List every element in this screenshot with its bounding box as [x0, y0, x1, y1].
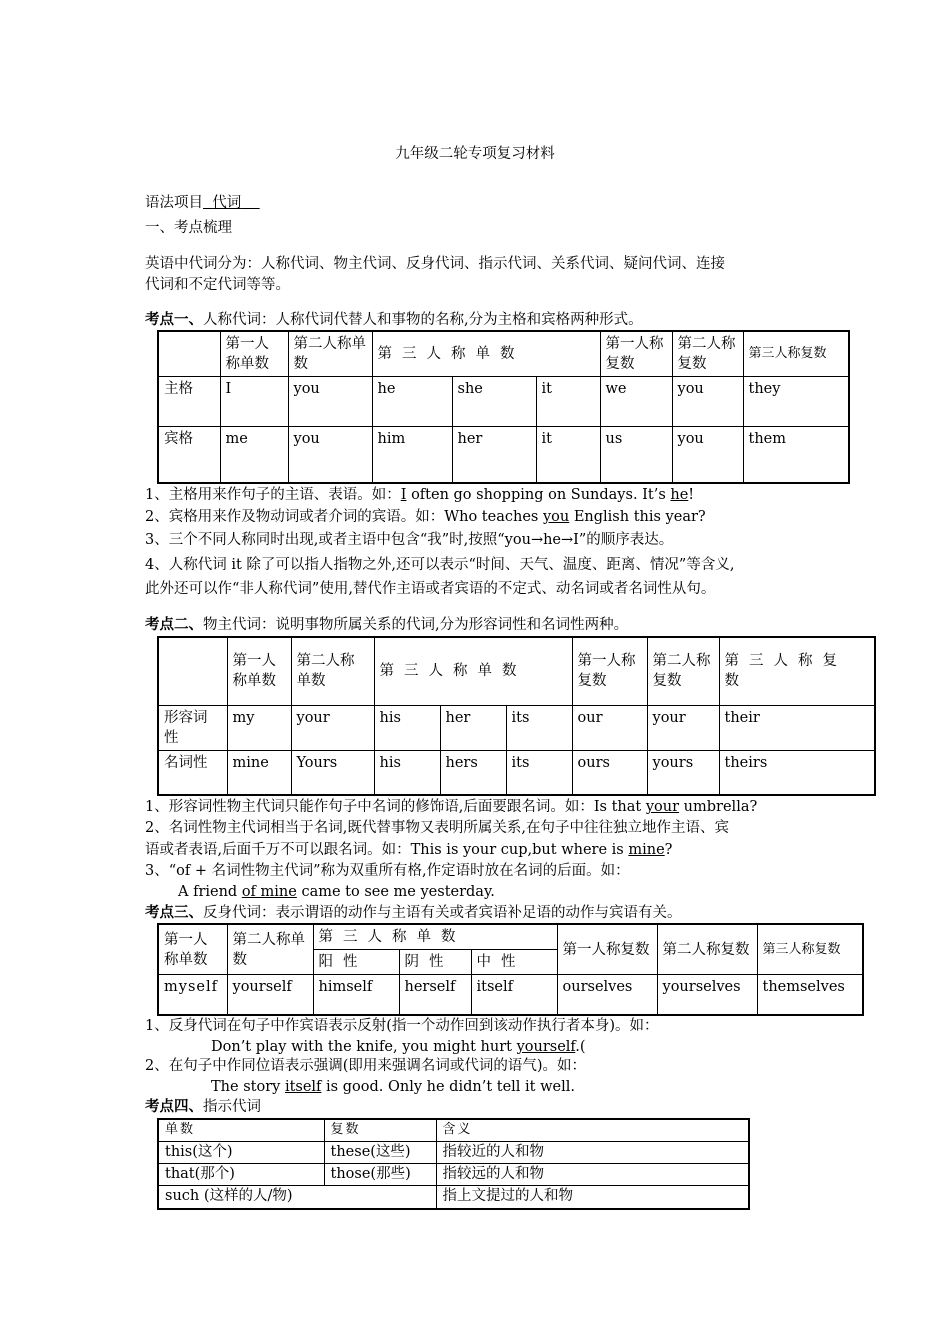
header-cell: 第一人称单数 [158, 924, 227, 975]
gender-cell: 中性 [471, 950, 557, 975]
header-cell: 单数 [158, 1119, 324, 1141]
point3-text: 反身代词：表示谓语的动作与主语有关或者宾语补足语的动作与宾语有关。 [203, 905, 682, 921]
table-cell: you [672, 377, 743, 427]
reflexive-pronoun-table [157, 923, 864, 1016]
table-row [158, 1163, 749, 1185]
p2-example: A friend of mine came to see me yesterday. [178, 884, 495, 900]
page-title: 九年级二轮专项复习材料 [395, 146, 555, 162]
header-cell: 第三人称复数 [719, 637, 875, 705]
table-cell: her [452, 427, 536, 483]
header-cell [158, 637, 227, 705]
table-row [158, 750, 875, 795]
table-cell: he [372, 377, 452, 427]
heading-prefix: 语法项目 [145, 195, 203, 211]
point4-heading [145, 1097, 261, 1117]
table-cell: hers [440, 750, 506, 795]
table-cell: you [288, 427, 372, 483]
header-cell: 第二人称单数 [288, 331, 372, 377]
table-cell: we [600, 377, 672, 427]
gender-cell: 阳性 [313, 950, 399, 975]
header-cell: 含义 [436, 1119, 749, 1141]
table-cell: these(这些) [324, 1141, 436, 1163]
table-row [158, 377, 849, 427]
table-header-row [158, 331, 849, 377]
table-row [158, 705, 875, 750]
point2-heading [145, 615, 628, 635]
table-cell: this(这个) [158, 1141, 324, 1163]
table-cell: his [374, 705, 440, 750]
table-cell: ourselves [557, 975, 657, 1015]
table-cell: it [536, 377, 600, 427]
personal-pronoun-table [157, 330, 850, 484]
table-cell: 指较远的人和物 [436, 1163, 749, 1185]
table-cell: him [372, 427, 452, 483]
table-cell: its [506, 750, 572, 795]
table-cell: himself [313, 975, 399, 1015]
table-cell: those(那些) [324, 1163, 436, 1185]
row-label: 形容词性 [158, 705, 227, 750]
point4-label: 考点四、 [145, 1098, 203, 1115]
p2-note-2b: 语或者表语,后面千万不可以跟名词。如：This is your cup,but where is mine? [145, 842, 673, 858]
header-cell: 第二人称复数 [647, 637, 719, 705]
p3-note-2: 2、在句子中作同位语表示强调(即用来强调名词或代词的语气)。如： [145, 1058, 587, 1074]
header-cell: 第一人称复数 [572, 637, 647, 705]
table-cell: our [572, 705, 647, 750]
table-header-row [158, 637, 875, 705]
heading-topic: 代词 [212, 195, 242, 211]
table-cell: their [719, 705, 875, 750]
table-header-row [158, 924, 863, 950]
header-cell: 第一人称复数 [557, 924, 657, 975]
table-row [158, 975, 863, 1015]
point1-text: 人称代词：人称代词代替人和事物的名称,分为主格和宾格两种形式。 [203, 312, 643, 328]
header-cell: 第三人称单数 [313, 924, 557, 950]
table-cell: yourself [227, 975, 313, 1015]
table-cell: herself [399, 975, 471, 1015]
point1-label: 考点一、 [145, 311, 203, 328]
table-cell: your [647, 705, 719, 750]
header-cell: 第一人称单数 [220, 331, 288, 377]
gender-cell: 阴性 [399, 950, 471, 975]
table-row [158, 1185, 749, 1209]
point3-heading [145, 903, 682, 923]
point1-heading [145, 310, 643, 330]
table-cell: myself [158, 975, 227, 1015]
intro-line-2: 代词和不定代词等等。 [145, 277, 290, 293]
intro-line-1: 英语中代词分为：人称代词、物主代词、反身代词、指示代词、关系代词、疑问代词、连接 [145, 256, 725, 272]
p1-note-4: 4、人称代词 it 除了可以指人指物之外,还可以表示“时间、天气、温度、距离、情况”等含义, [145, 557, 735, 573]
table-cell: his [374, 750, 440, 795]
table-cell: yours [647, 750, 719, 795]
p1-note-2: 2、宾格用来作及物动词或者介词的宾语。如：Who teaches you English this year? [145, 509, 706, 525]
p2-note-1: 1、形容词性物主代词只能作句子中名词的修饰语,后面要跟名词。如：Is that your umbrella? [145, 799, 758, 815]
table-cell: you [288, 377, 372, 427]
table-cell: you [672, 427, 743, 483]
table-header-row [158, 1119, 749, 1141]
table-cell: me [220, 427, 288, 483]
table-row [158, 427, 849, 483]
possessive-pronoun-table [157, 636, 876, 796]
table-cell: I [220, 377, 288, 427]
row-label: 名词性 [158, 750, 227, 795]
point3-label: 考点三、 [145, 904, 203, 921]
point2-text: 物主代词：说明事物所属关系的代词,分为形容词性和名词性两种。 [203, 617, 629, 633]
table-cell: ours [572, 750, 647, 795]
header-cell: 第二人称单数 [227, 924, 313, 975]
row-label: 主格 [158, 377, 220, 427]
table-cell: its [506, 705, 572, 750]
table-cell: they [743, 377, 849, 427]
table-cell: yourselves [657, 975, 757, 1015]
p3-example-1: Don’t play with the knife, you might hurt yourself.( [211, 1039, 586, 1055]
header-cell: 复数 [324, 1119, 436, 1141]
point2-label: 考点二、 [145, 616, 203, 633]
p2-note-3: 3、“of + 名词性物主代词”称为双重所有格,作定语时放在名词的后面。如： [145, 863, 630, 879]
header-cell: 第一人称复数 [600, 331, 672, 377]
header-cell: 第一人称单数 [227, 637, 291, 705]
table-cell: her [440, 705, 506, 750]
section-heading: 一、考点梳理 [145, 220, 232, 236]
header-cell: 第二人称单数 [291, 637, 374, 705]
header-cell: 第三人称单数 [374, 637, 572, 705]
table-cell: Yours [291, 750, 374, 795]
p1-note-3: 3、三个不同人称同时出现,或者主语中包含“我”时,按照“you→he→I”的顺序表达。 [145, 532, 674, 548]
header-cell: 第二人称复数 [657, 924, 757, 975]
table-cell: your [291, 705, 374, 750]
table-row [158, 1141, 749, 1163]
table-cell: 指上文提过的人和物 [436, 1185, 749, 1209]
grammar-heading [145, 193, 260, 213]
table-cell: itself [471, 975, 557, 1015]
header-cell: 第二人称复数 [672, 331, 743, 377]
table-cell: she [452, 377, 536, 427]
table-cell: themselves [757, 975, 863, 1015]
p3-note-1: 1、反身代词在句子中作宾语表示反射(指一个动作回到该动作执行者本身)。如： [145, 1018, 659, 1034]
table-cell: 指较近的人和物 [436, 1141, 749, 1163]
table-cell: them [743, 427, 849, 483]
p1-note-1: 1、主格用来作句子的主语、表语。如：I often go shopping on Sundays. It’s he! [145, 487, 695, 503]
table-cell: it [536, 427, 600, 483]
table-cell: theirs [719, 750, 875, 795]
header-cell: 第三人称复数 [743, 331, 849, 377]
p1-note-5: 此外还可以作“非人称代词”使用,替代作主语或者宾语的不定式、动名词或者名词性从句。 [145, 581, 716, 597]
p3-example-2: The story itself is good. Only he didn’t tell it well. [211, 1079, 575, 1095]
p2-note-2: 2、名词性物主代词相当于名词,既代替事物又表明所属关系,在句子中往往独立地作主语、宾 [145, 820, 729, 836]
table-cell: us [600, 427, 672, 483]
table-cell: my [227, 705, 291, 750]
table-cell: such (这样的人/物) [158, 1185, 436, 1209]
demonstrative-pronoun-table [157, 1118, 750, 1210]
header-cell: 第三人称复数 [757, 924, 863, 975]
header-cell: 第三人称单数 [372, 331, 600, 377]
table-cell: that(那个) [158, 1163, 324, 1185]
header-cell [158, 331, 220, 377]
row-label: 宾格 [158, 427, 220, 483]
table-cell: mine [227, 750, 291, 795]
point4-text: 指示代词 [203, 1099, 261, 1115]
